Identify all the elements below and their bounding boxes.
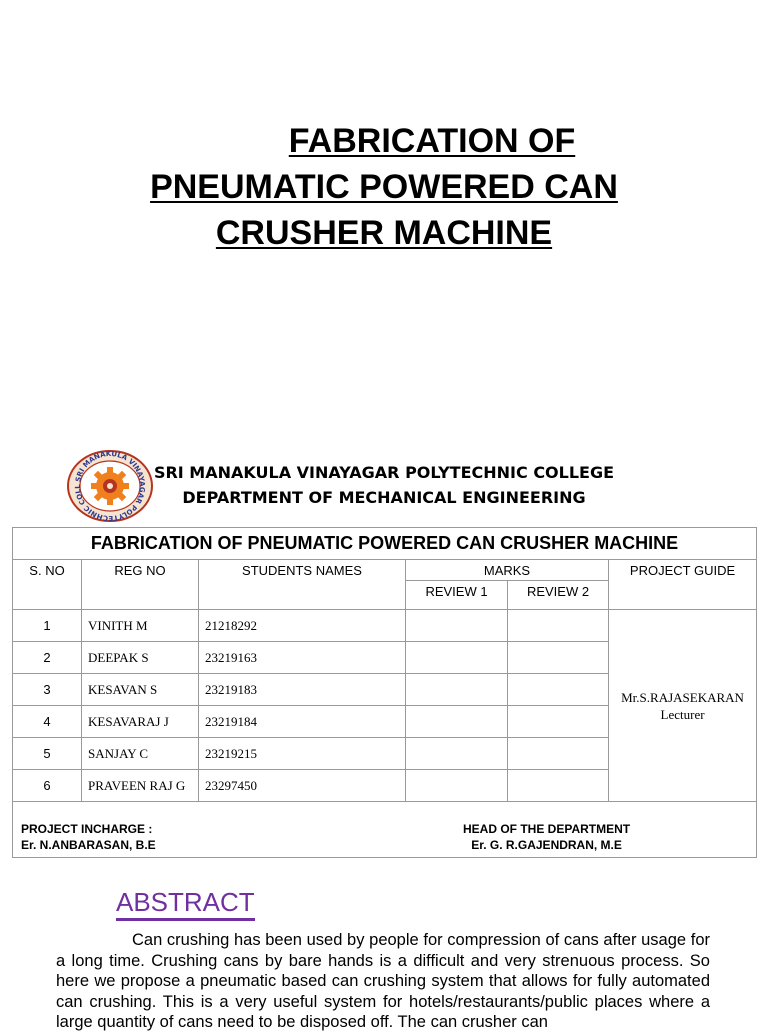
- title-line-3: CRUSHER MACHINE: [215, 214, 553, 252]
- cell-student-name: VINITH M: [82, 610, 199, 642]
- incharge-label: PROJECT INCHARGE :: [21, 822, 153, 836]
- cell-reg-number: 23219163: [199, 642, 406, 674]
- project-guide-cell: [609, 610, 757, 802]
- cell-review-1: [406, 610, 508, 642]
- cell-sno: 2: [13, 642, 82, 674]
- cell-review-1: [406, 642, 508, 674]
- cell-review-1: [406, 674, 508, 706]
- table-row: [13, 610, 757, 642]
- logo-ring-text: SRI MANAKULA VINAYAGAR POLYTECHNIC COLL: [73, 450, 147, 522]
- cell-review-2: [508, 610, 609, 642]
- cell-sno: 3: [13, 674, 82, 706]
- guide-designation: Lecturer: [660, 706, 705, 722]
- cell-reg-number: 23219184: [199, 706, 406, 738]
- cell-reg-number: 23219183: [199, 674, 406, 706]
- cell-reg-number: 21218292: [199, 610, 406, 642]
- department-name: DEPARTMENT OF MECHANICAL ENGINEERING: [182, 488, 586, 507]
- title-line-2: PNEUMATIC POWERED CAN: [150, 168, 618, 206]
- cell-student-name: KESAVARAJ J: [82, 706, 199, 738]
- cell-student-name: PRAVEEN RAJ G: [82, 770, 199, 802]
- project-table: [12, 527, 757, 858]
- cell-reg-number: 23219215: [199, 738, 406, 770]
- title-line-1: FABRICATION OF: [288, 122, 576, 160]
- cell-student-name: SANJAY C: [82, 738, 199, 770]
- table-caption: FABRICATION OF PNEUMATIC POWERED CAN CRUSHER MACHINE: [13, 528, 757, 560]
- abstract-heading: ABSTRACT: [116, 886, 255, 921]
- head-of-department: [463, 821, 630, 853]
- document-title: [0, 118, 768, 256]
- cell-review-1: [406, 770, 508, 802]
- cell-review-2: [508, 674, 609, 706]
- project-incharge: [21, 821, 156, 853]
- cell-sno: 1: [13, 610, 82, 642]
- cell-sno: 4: [13, 706, 82, 738]
- incharge-name: Er. N.ANBARASAN, B.E: [21, 838, 156, 852]
- college-logo: [66, 450, 154, 522]
- header-student-names: STUDENTS NAMES: [199, 560, 406, 610]
- cell-student-name: DEEPAK S: [82, 642, 199, 674]
- cell-sno: 6: [13, 770, 82, 802]
- header-review-1: REVIEW 1: [406, 581, 508, 610]
- cell-review-2: [508, 770, 609, 802]
- header-sno: S. NO: [13, 560, 82, 610]
- cell-review-2: [508, 738, 609, 770]
- header-marks: MARKS: [406, 560, 609, 581]
- hod-label: HEAD OF THE DEPARTMENT: [463, 822, 631, 836]
- header-regno: REG NO: [82, 560, 199, 610]
- college-header: [150, 460, 618, 510]
- header-review-2: REVIEW 2: [508, 581, 609, 610]
- cell-review-2: [508, 706, 609, 738]
- abstract-body: Can crushing has been used by people for compression of cans after usage for a long time. Crushing cans by bare hands is a difficult and very strenuous process. So here we propose a pneumatic based can crushing system that allows for fully automated can crushing. This is a very useful system for hotels/restaurants/public places where a large quantity of cans need to be disposed off. The can crusher can: [56, 931, 710, 1031]
- table-footer: [13, 802, 757, 858]
- cell-review-1: [406, 738, 508, 770]
- cell-student-name: KESAVAN S: [82, 674, 199, 706]
- cell-review-1: [406, 706, 508, 738]
- hod-name: Er. G. R.GAJENDRAN, M.E: [471, 838, 622, 852]
- college-name: SRI MANAKULA VINAYAGAR POLYTECHNIC COLLEGE: [153, 463, 615, 482]
- guide-name: Mr.S.RAJASEKARAN: [621, 689, 744, 705]
- cell-sno: 5: [13, 738, 82, 770]
- cell-reg-number: 23297450: [199, 770, 406, 802]
- gear-icon: [91, 467, 129, 505]
- header-project-guide: PROJECT GUIDE: [609, 560, 757, 610]
- cell-review-2: [508, 642, 609, 674]
